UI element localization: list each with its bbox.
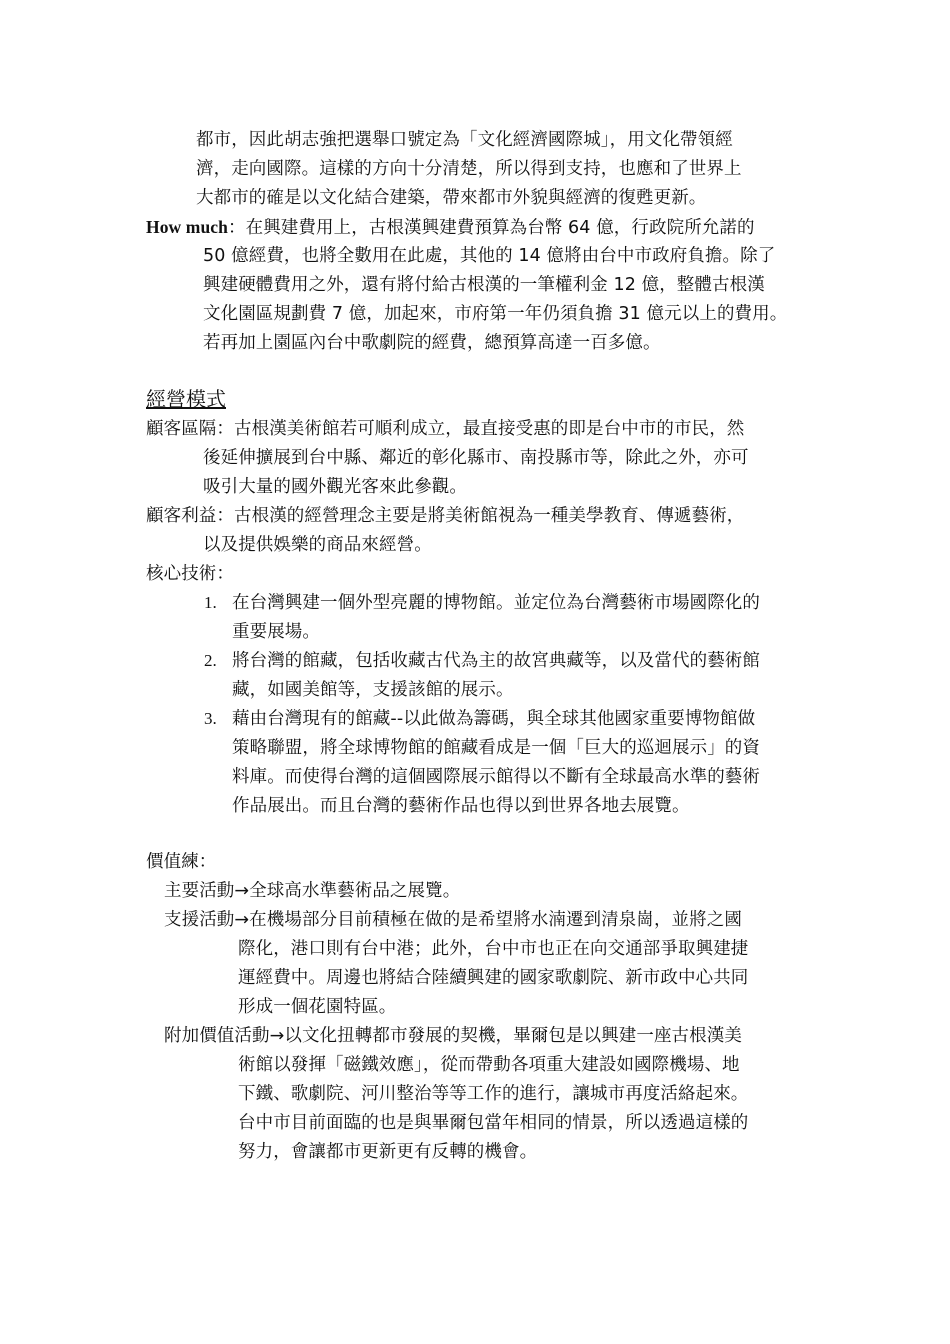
how-much-text: ：在興建費用上，古根漢興建費預算為台幣 64 億，行政院所允諾的 [228,218,755,238]
core-item-1-line-1: 在台灣興建一個外型亮麗的博物館。並定位為台灣藝術市場國際化的 [232,593,760,613]
value-added-line-4: 台中市目前面臨的也是與畢爾包當年相同的情景，所以透過這樣的 [238,1113,749,1133]
core-item-3-line-2: 策略聯盟，將全球博物館的館藏看成是一個「巨大的巡迴展示」的資 [232,738,760,758]
core-item-3-number: 3. [204,709,217,728]
intro-line-2: 濟，走向國際。這樣的方向十分清楚，所以得到支持，也應和了世界上 [196,159,742,179]
core-item-1-line-2: 重要展場。 [232,622,320,642]
customer-benefit-line-2: 以及提供娛樂的商品來經營。 [203,535,432,555]
value-chain-label: 價值練： [146,852,217,872]
value-added-line-5: 努力，會讓都市更新更有反轉的機會。 [238,1142,538,1162]
how-much-line-4: 文化園區規劃費 7 億，加起來，市府第一年仍須負擔 31 億元以上的費用。 [203,304,788,324]
core-item-2-number: 2. [204,651,217,670]
value-added-line-1: 附加價值活動→以文化扭轉都市發展的契機，畢爾包是以興建一座古根漢美 [164,1026,742,1046]
core-item-2-line-2: 藏，如國美館等，支援該館的展示。 [232,680,514,700]
how-much-line-3: 興建硬體費用之外，還有將付給古根漢的一筆權利金 12 億，整體古根漢 [203,275,765,295]
support-activity-line-1: 支援活動→在機場部分目前積極在做的是希望將水湳遷到清泉崗，並將之國 [164,910,742,930]
value-added-line-3: 下鐵、歌劇院、河川整治等等工作的進行，讓城市再度活絡起來。 [238,1084,749,1104]
support-activity-line-3: 運經費中。周邊也將結合陸續興建的國家歌劇院、新市政中心共同 [238,968,749,988]
customer-segment-line-2: 後延伸擴展到台中縣、鄰近的彰化縣市、南投縣市等，除此之外，亦可 [203,448,749,468]
value-added-line-2: 術館以發揮「磁鐵效應」，從而帶動各項重大建設如國際機場、地 [238,1055,740,1075]
core-tech-label: 核心技術： [146,564,234,584]
how-much-first-line [146,215,755,240]
support-activity-line-4: 形成一個花園特區。 [238,997,397,1017]
how-much-label: How much [146,217,228,237]
how-much-line-2: 50 億經費，也將全數用在此處，其他的 14 億將由台中市政府負擔。除了 [203,246,776,266]
core-item-3-line-1: 藉由台灣現有的館藏--以此做為籌碼，與全球其他國家重要博物館做 [232,709,756,729]
core-item-3-line-3: 料庫。而使得台灣的這個國際展示館得以不斷有全球最高水準的藝術 [232,767,760,787]
core-item-2-line-1: 將台灣的館藏，包括收藏古代為主的故宮典藏等，以及當代的藝術館 [232,651,760,671]
customer-segment-line-1: 顧客區隔：古根漢美術館若可順利成立，最直接受惠的即是台中市的市民，然 [146,419,745,439]
customer-benefit-line-1: 顧客利益：古根漢的經營理念主要是將美術館視為一種美學教育、傳遞藝術， [146,506,745,526]
support-activity-line-2: 際化，港口則有台中港；此外，台中市也正在向交通部爭取興建捷 [238,939,749,959]
business-model-heading: 經營模式 [146,387,226,411]
intro-line-1: 都市，因此胡志強把選舉口號定為「文化經濟國際城」，用文化帶領經 [196,130,733,150]
core-item-1-number: 1. [204,593,217,612]
core-item-3-line-4: 作品展出。而且台灣的藝術作品也得以到世界各地去展覽。 [232,796,690,816]
how-much-line-5: 若再加上園區內台中歌劇院的經費，總預算高達一百多億。 [203,333,661,353]
intro-line-3: 大都市的確是以文化結合建築，帶來都市外貌與經濟的復甦更新。 [196,188,707,208]
primary-activity: 主要活動→全球高水準藝術品之展覽。 [164,881,461,901]
customer-segment-line-3: 吸引大量的國外觀光客來此參觀。 [203,477,467,497]
